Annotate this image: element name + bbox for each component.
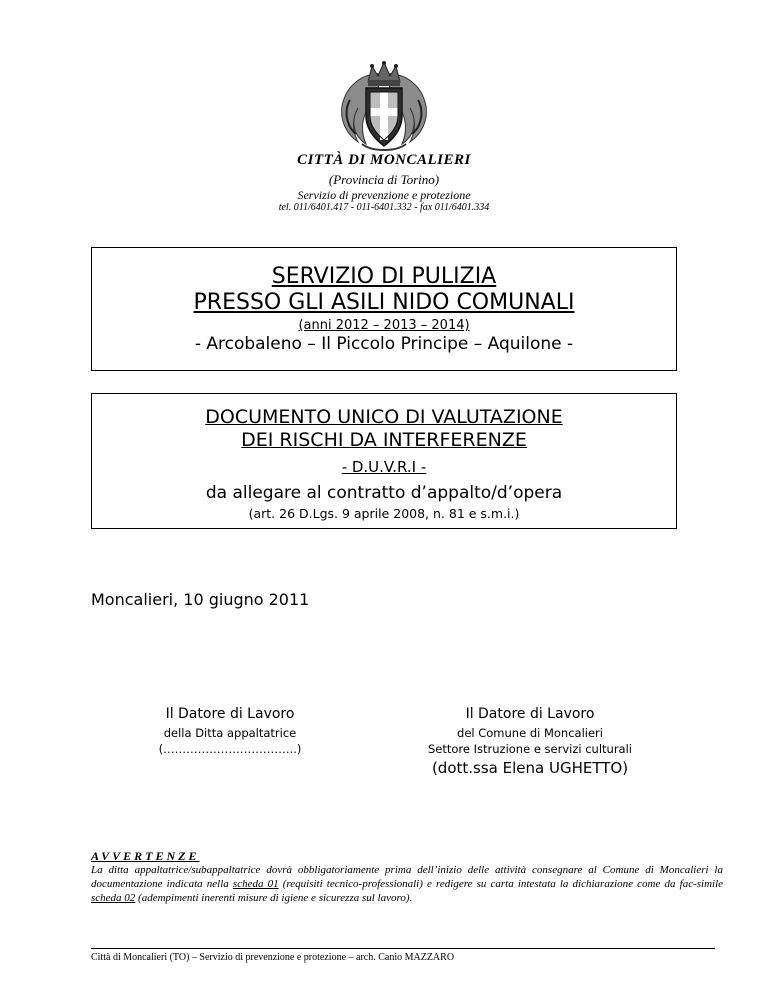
warning-text-1: La ditta appaltatrice/subappaltatrice dovrà obbligatoriamente prima dell’inizio delle attività consegnare al Comune di Moncalieri la documentazione indicata nella: [91, 864, 723, 890]
acronym-line: - D.U.V.R.I -: [341, 458, 427, 476]
years-line: (anni 2012 – 2013 – 2014): [298, 318, 470, 333]
document-title-line2: DEI RISCHI DA INTERFERENZE: [241, 429, 527, 451]
signature-left-title: Il Datore di Lavoro: [165, 706, 295, 722]
law-reference-line: (art. 26 D.Lgs. 9 aprile 2008, n. 81 e s.m.i.): [248, 506, 520, 521]
warning-text-3: (adempimenti inerenti misure di igiene e sicurezza sul lavoro).: [135, 892, 413, 904]
warning-body: [91, 863, 723, 905]
document-title-line1: DOCUMENTO UNICO DI VALUTAZIONE: [205, 406, 563, 428]
service-title-line2: PRESSO GLI ASILI NIDO COMUNALI: [193, 290, 575, 315]
service-title-line1: SERVIZIO DI PULIZIA: [271, 264, 497, 289]
schools-line: - Arcobaleno – Il Piccolo Principe – Aquilone -: [194, 334, 574, 354]
footer-divider: [91, 948, 715, 949]
city-crest-icon: [332, 60, 436, 154]
service-title-box: [91, 247, 677, 371]
signature-right-subtitle2: Settore Istruzione e servizi culturali: [427, 742, 632, 756]
warning-link-scheda-02: scheda 02: [91, 892, 136, 904]
warning-title: AVVERTENZE: [91, 849, 200, 863]
signature-block-contractor: [100, 706, 360, 756]
signature-block-municipality: [400, 706, 660, 777]
city-name: CITTÀ DI MONCALIERI: [297, 152, 471, 168]
attachment-line: da allegare al contratto d’appalto/d’opera: [205, 483, 563, 503]
footer-text: Città di Moncalieri (TO) – Servizio di prevenzione e protezione – arch. Canio MAZZARO: [91, 952, 455, 963]
warning-text-2: (requisiti tecnico-professionali) e redigere su carta intestata la dichiarazione come da fac-simile: [278, 878, 724, 890]
signature-left-subtitle: della Ditta appaltatrice: [163, 726, 297, 740]
signature-right-subtitle: del Comune di Moncalieri: [457, 726, 603, 740]
warning-link-scheda-01: scheda 01: [232, 878, 279, 890]
service-line: Servizio di prevenzione e protezione: [297, 188, 471, 202]
province-line: (Provincia di Torino): [328, 172, 440, 187]
signature-right-title: Il Datore di Lavoro: [465, 706, 595, 722]
contacts-line: tel. 011/6401.417 - 011-6401.332 - fax 011/6401.334: [278, 202, 490, 213]
signature-left-blank: (……………………………..): [158, 742, 302, 756]
signature-right-name: (dott.ssa Elena UGHETTO): [431, 759, 629, 777]
place-date: Moncalieri, 10 giugno 2011: [91, 590, 310, 609]
document-title-box: [91, 393, 677, 529]
